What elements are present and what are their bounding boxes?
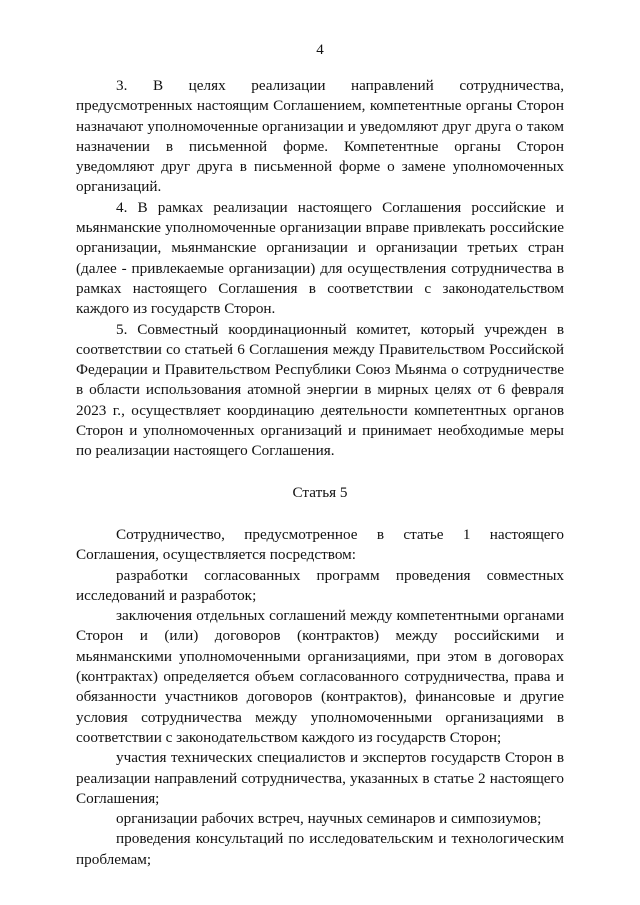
page-number: 4 <box>316 42 324 58</box>
paragraph-5: 5. Совместный координационный комитет, который учрежден в соответствии со статьей 6 Соглашения между Правительством Российской Федерации и Правительством Республики Союз Мьянма о сотрудничестве в области использования атомной энергии в мирных целях от 6 февраля 2023 г., осуществляет координацию деятельности компетентных органов Сторон и уполномоченных организаций и принимает необходимые меры по реализации настоящего Соглашения. <box>76 320 564 460</box>
list-item-agreements: заключения отдельных соглашений между компетентными органами Сторон и (или) договоров (контрактов) между российскими и мьянманскими уполномоченными организациями, при этом в договорах (контрактах) определяется объем согласованного сотрудничества, права и обязанности участников договоров (контрактов), финансовые и другие условия сотрудничества между уполномоченными организациями в соответствии с законодательством каждого из государств Сторон; <box>76 607 564 746</box>
list-item-programs: разработки согласованных программ проведения совместных исследований и разработок; <box>76 566 564 604</box>
paragraph-3: 3. В целях реализации направлений сотрудничества, предусмотренных настоящим Соглашением, компетентные органы Сторон назначают уполномоченные организации и уведомляют друг друга о таком назначении в письменной форме. Компетентные органы Сторон уведомляют друг друга в письменной форме о замене уполномоченных организаций. <box>76 77 564 196</box>
paragraph-4: 4. В рамках реализации настоящего Соглашения российские и мьянманские уполномоченные организации вправе привлекать российские организации, мьянманские организации и организации третьих стран (далее - привлекаемые организации) для осуществления сотрудничества в рамках настоящего Соглашения в соответствии с законодательством каждого из государств Сторон. <box>76 198 564 318</box>
article-heading: Статья 5 <box>292 483 348 501</box>
list-item-consultations: проведения консультаций по исследовательским и технологическим проблемам; <box>76 830 564 868</box>
list-item-specialists: участия технических специалистов и экспертов государств Сторон в реализации направлений сотрудничества, указанных в статье 2 настоящего Соглашения; <box>76 749 564 807</box>
list-item-meetings: организации рабочих встреч, научных семинаров и симпозиумов; <box>116 810 542 828</box>
article-intro: Сотрудничество, предусмотренное в статье 1 настоящего Соглашения, осуществляется посредством: <box>76 525 564 564</box>
document-body <box>76 76 564 870</box>
